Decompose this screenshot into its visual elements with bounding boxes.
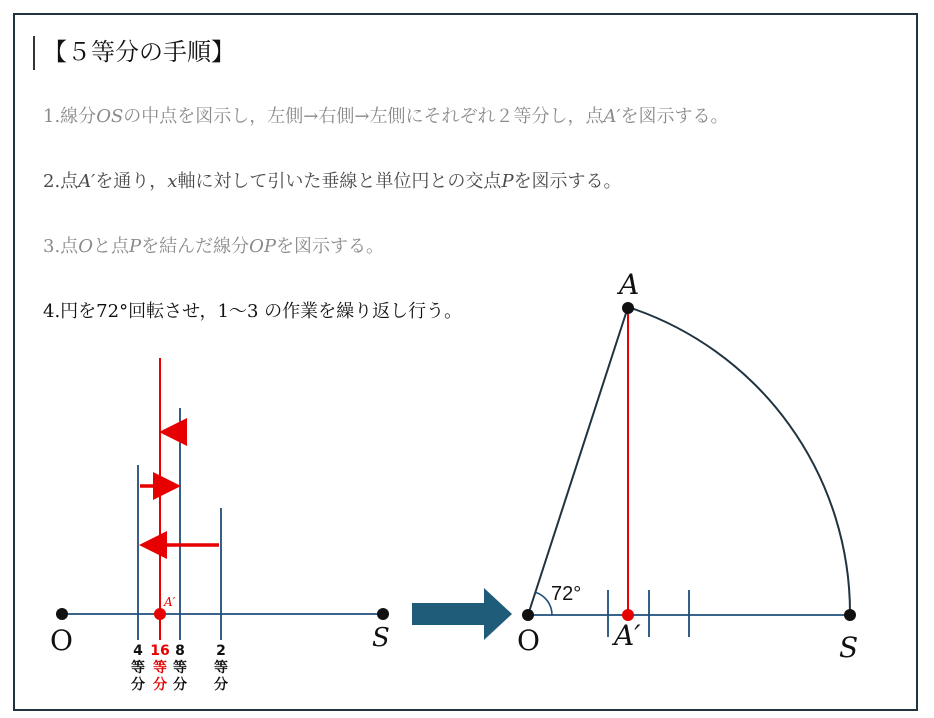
step-3-text-2: O — [78, 236, 93, 257]
step-1-text-4: A′ — [603, 106, 621, 127]
point-a-prime-left — [154, 608, 166, 620]
label-a-prime-left: A′ — [164, 595, 176, 609]
step-1-text-3: の中点を図示し，左側→右側→左側にそれぞれ２等分し，点 — [123, 106, 604, 127]
step-2-text-2: A′ — [78, 171, 96, 192]
step-1-text-5: を図示する。 — [620, 106, 729, 127]
step-1-text-1: 1.線分 — [43, 106, 97, 127]
step-3-text-3: と点 — [92, 236, 129, 257]
step-3-text-5: を結んだ線分 — [141, 236, 250, 257]
tick-label-8-2: 等 — [173, 660, 187, 676]
step-3-text-6: OP — [249, 236, 276, 257]
page-title: 【５等分の手順】 — [43, 38, 235, 66]
point-o-left — [56, 608, 68, 620]
step-2-text-3: を通り， — [95, 171, 168, 192]
tick-label-2-3: 分 — [214, 677, 228, 693]
tick-label-16-1: 16 — [150, 643, 170, 659]
label-a-prime-right: A′ — [614, 619, 641, 652]
tick-label-8-3: 分 — [173, 677, 187, 693]
point-a-right — [622, 302, 634, 314]
segment-oa — [528, 307, 628, 615]
point-o-right — [522, 609, 534, 621]
label-angle: 72° — [551, 583, 582, 605]
step-3-text-1: 3.点 — [43, 236, 79, 257]
tick-label-8-1: 8 — [175, 643, 185, 659]
label-o-right: O — [517, 624, 540, 657]
step-3-text-7: を図示する。 — [275, 236, 384, 257]
point-s-right — [844, 609, 856, 621]
label-s-right: S — [839, 631, 859, 664]
tick-label-4-3: 分 — [131, 677, 145, 693]
step-3-text-4: P — [128, 236, 142, 257]
tick-label-2-1: 2 — [216, 643, 226, 659]
tick-labels — [131, 643, 228, 693]
step-2-text-1: 2.点 — [43, 171, 79, 192]
step-2-text-5: 軸に対して引いた垂線と単位円との交点 — [177, 171, 502, 192]
tick-label-16-2: 等 — [153, 660, 167, 676]
step-4-text-1: 4.円を72°回転させ，1～3 の作業を繰り返し行う。 — [43, 301, 463, 322]
label-s-left: S — [372, 623, 390, 653]
tick-label-16-3: 分 — [153, 677, 167, 693]
transition-arrow — [412, 588, 512, 640]
point-s-left — [377, 608, 389, 620]
label-a-right: A — [619, 268, 640, 301]
step-1-text-2: OS — [96, 106, 124, 127]
left-diagram — [50, 358, 390, 693]
tick-label-4-2: 等 — [131, 660, 145, 676]
angle-arc — [535, 592, 552, 615]
step-2-text-6: P — [501, 171, 514, 192]
right-diagram — [517, 268, 858, 664]
step-2-text-7: を図示する。 — [513, 171, 622, 192]
tick-label-2-2: 等 — [214, 660, 228, 676]
unit-circle-arc — [628, 307, 850, 615]
label-o-left: O — [50, 624, 73, 657]
step-2-text-4: x — [167, 171, 178, 192]
tick-label-4-1: 4 — [133, 643, 143, 659]
